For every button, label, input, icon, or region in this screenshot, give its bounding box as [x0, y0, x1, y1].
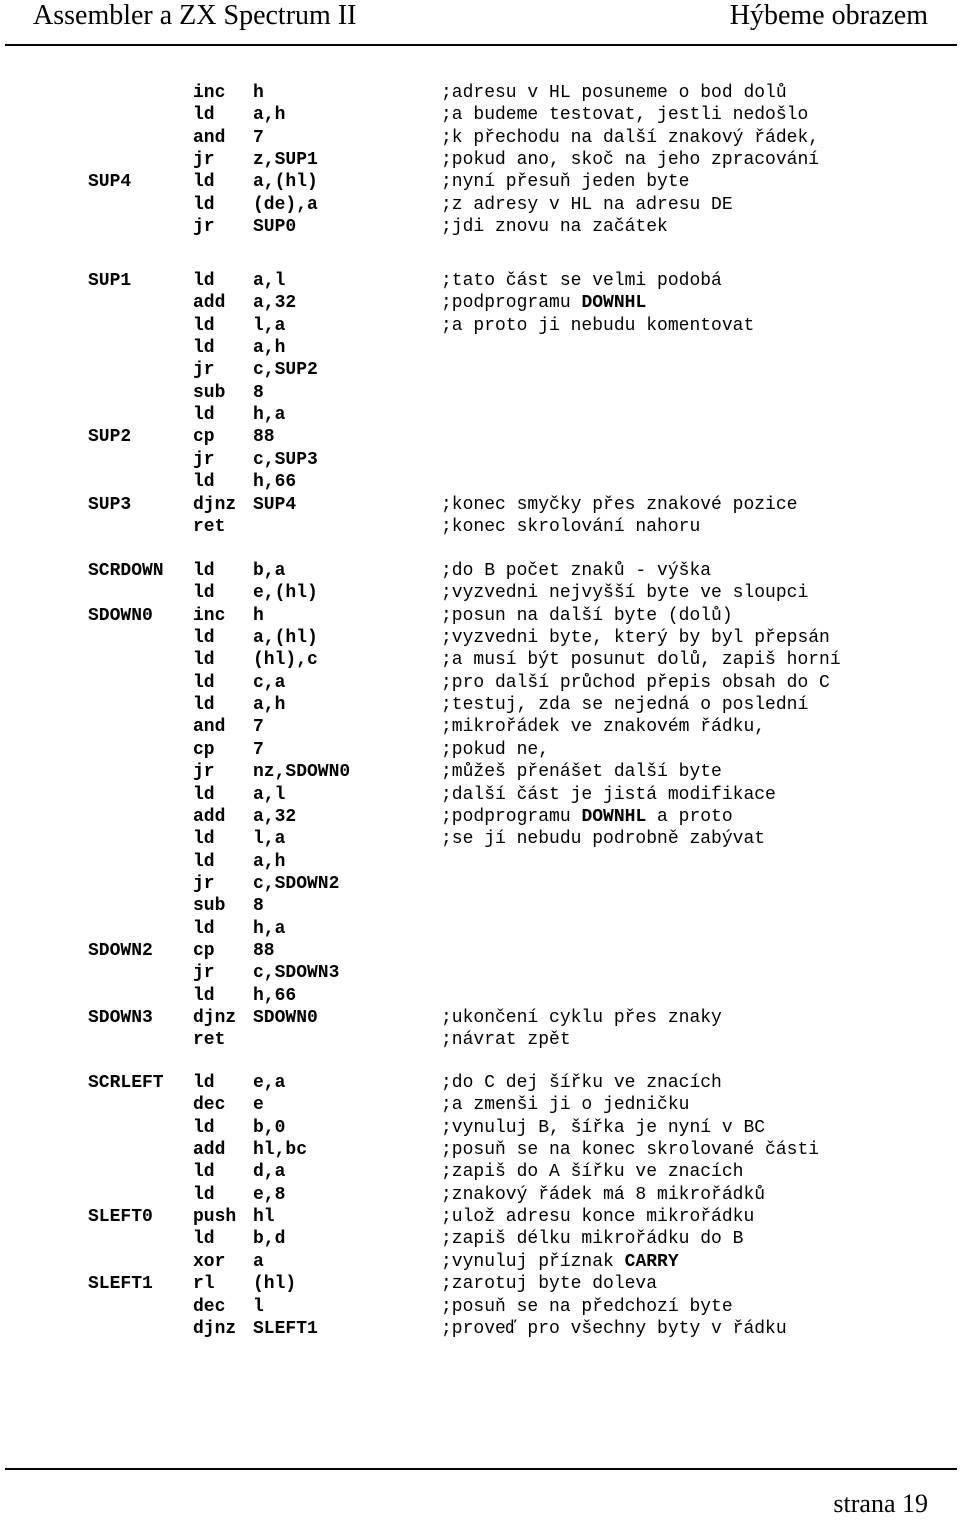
code-line: [0, 449, 960, 471]
code-line: [0, 985, 960, 1007]
comment-emphasis: DOWNHL: [581, 807, 647, 827]
code-label: SUP3: [88, 495, 132, 515]
comment-text: ;a budeme testovat, jestli nedošlo: [441, 105, 809, 125]
code-opcode: ld: [193, 986, 215, 1006]
code-operand: hl,bc: [253, 1140, 308, 1160]
code-opcode: ld: [193, 561, 215, 581]
code-operand: a,32: [253, 293, 297, 313]
comment-text: ;posun na další byte (dolů): [441, 606, 733, 626]
code-line: [0, 494, 960, 516]
code-opcode: jr: [193, 150, 215, 170]
code-operand: h,a: [253, 919, 286, 939]
code-operand: c,SDOWN3: [253, 963, 340, 983]
code-opcode: ld: [193, 1229, 215, 1249]
code-line: [0, 918, 960, 940]
comment-emphasis: CARRY: [624, 1252, 679, 1272]
code-operand: a: [253, 1252, 264, 1272]
header-title: Assembler a ZX Spectrum II: [33, 0, 357, 31]
code-opcode: jr: [193, 450, 215, 470]
code-comment: [441, 582, 808, 604]
code-line: [0, 828, 960, 850]
code-line: [0, 149, 960, 171]
code-line: [0, 471, 960, 493]
code-opcode: ld: [193, 695, 215, 715]
code-line: [0, 171, 960, 193]
code-label: SUP1: [88, 271, 132, 291]
code-comment: [441, 1251, 679, 1273]
code-comment: [441, 1228, 743, 1250]
code-line: [0, 1117, 960, 1139]
code-line: [0, 1251, 960, 1273]
code-opcode: ld: [193, 650, 215, 670]
code-opcode: ld: [193, 472, 215, 492]
code-opcode: and: [193, 717, 226, 737]
code-operand: l: [253, 1297, 264, 1317]
code-operand: hl: [253, 1207, 275, 1227]
code-operand: 88: [253, 427, 275, 447]
code-comment: [441, 784, 776, 806]
code-line: [0, 1228, 960, 1250]
code-opcode: dec: [193, 1095, 226, 1115]
code-comment: [441, 516, 700, 538]
code-line: [0, 582, 960, 604]
code-opcode: jr: [193, 360, 215, 380]
code-line: [0, 404, 960, 426]
code-comment: [441, 1206, 754, 1228]
code-operand: c,SDOWN2: [253, 874, 340, 894]
comment-text: ;nyní přesuň jeden byte: [441, 172, 690, 192]
code-opcode: ld: [193, 1162, 215, 1182]
code-comment: [441, 127, 819, 149]
code-line: [0, 82, 960, 104]
code-comment: [441, 806, 733, 828]
comment-text: ;vyzvedni nejvyšší byte ve sloupci: [441, 583, 809, 603]
code-line: [0, 426, 960, 448]
comment-emphasis: DOWNHL: [581, 293, 647, 313]
code-operand: b,d: [253, 1229, 286, 1249]
code-label: SDOWN3: [88, 1008, 153, 1028]
comment-text: ;pokud ne,: [441, 740, 550, 760]
code-opcode: jr: [193, 963, 215, 983]
code-comment: [441, 828, 765, 850]
comment-text: ;a musí být posunut dolů, zapiš horní: [441, 650, 841, 670]
code-comment: [441, 216, 668, 238]
code-label: SLEFT0: [88, 1207, 153, 1227]
code-line: [0, 851, 960, 873]
code-operand: h,a: [253, 405, 286, 425]
code-line: [0, 694, 960, 716]
code-comment: [441, 292, 646, 314]
code-operand: d,a: [253, 1162, 286, 1182]
code-label: SDOWN0: [88, 606, 153, 626]
code-operand: nz,SDOWN0: [253, 762, 351, 782]
code-opcode: push: [193, 1207, 237, 1227]
code-opcode: and: [193, 128, 226, 148]
code-opcode: ld: [193, 271, 215, 291]
page-header: [0, 0, 960, 46]
code-opcode: jr: [193, 762, 215, 782]
code-operand: SUP4: [253, 495, 297, 515]
code-line: [0, 1318, 960, 1340]
code-opcode: ld: [193, 785, 215, 805]
code-operand: h,66: [253, 472, 297, 492]
code-comment: [441, 1318, 787, 1340]
code-comment: [441, 171, 689, 193]
code-label: SUP4: [88, 172, 132, 192]
code-line: [0, 315, 960, 337]
comment-text: ;konec skrolování nahoru: [441, 517, 701, 537]
code-opcode: dec: [193, 1297, 226, 1317]
code-opcode: ld: [193, 405, 215, 425]
header-rule: [5, 44, 957, 46]
code-line: [0, 1029, 960, 1051]
code-operand: h,66: [253, 986, 297, 1006]
code-opcode: jr: [193, 874, 215, 894]
code-operand: h: [253, 606, 264, 626]
code-comment: [441, 1072, 722, 1094]
code-opcode: inc: [193, 83, 226, 103]
code-operand: 7: [253, 717, 264, 737]
comment-text: ;jdi znovu na začátek: [441, 217, 668, 237]
header-section: Hýbeme obrazem: [729, 0, 928, 31]
code-operand: b,a: [253, 561, 286, 581]
comment-text: ;vynuluj příznak: [441, 1252, 625, 1272]
code-line: [0, 1072, 960, 1094]
code-comment: [441, 494, 797, 516]
code-opcode: ld: [193, 105, 215, 125]
code-comment: [441, 605, 733, 627]
code-operand: (de),a: [253, 195, 318, 215]
code-opcode: sub: [193, 383, 226, 403]
code-operand: a,h: [253, 695, 286, 715]
comment-text: ;proveď pro všechny byty v řádku: [441, 1319, 787, 1339]
comment-text: ;do C dej šířku ve znacích: [441, 1073, 722, 1093]
code-opcode: cp: [193, 941, 215, 961]
code-opcode: jr: [193, 217, 215, 237]
code-opcode: sub: [193, 896, 226, 916]
code-line: [0, 270, 960, 292]
code-opcode: ld: [193, 172, 215, 192]
code-opcode: djnz: [193, 1008, 237, 1028]
code-operand: c,a: [253, 673, 286, 693]
code-operand: 88: [253, 941, 275, 961]
code-comment: [441, 1184, 765, 1206]
code-opcode: ret: [193, 1030, 226, 1050]
code-line: [0, 104, 960, 126]
code-operand: a,l: [253, 785, 286, 805]
code-operand: SUP0: [253, 217, 297, 237]
code-line: [0, 216, 960, 238]
code-line: [0, 962, 960, 984]
code-operand: SDOWN0: [253, 1008, 318, 1028]
code-opcode: ld: [193, 195, 215, 215]
comment-text: ;se jí nebudu podrobně zabývat: [441, 829, 766, 849]
footer-rule: [5, 1468, 957, 1470]
code-operand: e,(hl): [253, 583, 318, 603]
code-comment: [441, 315, 754, 337]
comment-text: ;a proto ji nebudu komentovat: [441, 316, 755, 336]
code-line: [0, 649, 960, 671]
code-operand: z,SUP1: [253, 150, 318, 170]
code-line: [0, 359, 960, 381]
code-comment: [441, 1296, 733, 1318]
code-operand: e,a: [253, 1073, 286, 1093]
comment-text: ;pro další průchod přepis obsah do C: [441, 673, 830, 693]
code-line: [0, 1007, 960, 1029]
code-comment: [441, 627, 830, 649]
code-line: [0, 1273, 960, 1295]
code-operand: b,0: [253, 1118, 286, 1138]
code-comment: [441, 149, 819, 171]
comment-text: ;posuň se na konec skrolované části: [441, 1140, 820, 1160]
code-operand: a,(hl): [253, 172, 318, 192]
code-line: [0, 1094, 960, 1116]
code-line: [0, 716, 960, 738]
code-line: [0, 672, 960, 694]
comment-text: ;zarotuj byte doleva: [441, 1274, 658, 1294]
code-comment: [441, 761, 722, 783]
code-comment: [441, 694, 808, 716]
code-operand: 8: [253, 896, 264, 916]
comment-text: ;do B počet znaků - výška: [441, 561, 712, 581]
code-comment: [441, 1139, 819, 1161]
comment-text: ;návrat zpět: [441, 1030, 571, 1050]
comment-text: ;posuň se na předchozí byte: [441, 1297, 733, 1317]
comment-text: ;pokud ano, skoč na jeho zpracování: [441, 150, 820, 170]
comment-text: ;adresu v HL posuneme o bod dolů: [441, 83, 787, 103]
code-opcode: ld: [193, 338, 215, 358]
code-label: SCRDOWN: [88, 561, 164, 581]
comment-text: ;ulož adresu konce mikrořádku: [441, 1207, 755, 1227]
code-operand: l,a: [253, 316, 286, 336]
code-operand: e,8: [253, 1185, 286, 1205]
code-label: SUP2: [88, 427, 132, 447]
comment-text: ;další část je jistá modifikace: [441, 785, 776, 805]
code-operand: a,h: [253, 338, 286, 358]
code-opcode: ld: [193, 1118, 215, 1138]
code-line: [0, 940, 960, 962]
code-comment: [441, 1117, 765, 1139]
code-opcode: add: [193, 1140, 226, 1160]
code-operand: 7: [253, 128, 264, 148]
code-opcode: add: [193, 293, 226, 313]
code-opcode: xor: [193, 1252, 226, 1272]
code-opcode: cp: [193, 740, 215, 760]
code-line: [0, 127, 960, 149]
comment-text: ;k přechodu na další znakový řádek,: [441, 128, 820, 148]
code-comment: [441, 560, 711, 582]
code-operand: a,l: [253, 271, 286, 291]
comment-text: ;vynuluj B, šířka je nyní v BC: [441, 1118, 766, 1138]
comment-text: ;testuj, zda se nejedná o poslední: [441, 695, 809, 715]
code-opcode: ld: [193, 852, 215, 872]
code-opcode: ld: [193, 583, 215, 603]
code-operand: c,SUP2: [253, 360, 318, 380]
code-line: [0, 627, 960, 649]
code-operand: (hl): [253, 1274, 297, 1294]
comment-text: ;podprogramu: [441, 293, 582, 313]
code-comment: [441, 672, 830, 694]
code-line: [0, 1161, 960, 1183]
comment-text: ;konec smyčky přes znakové pozice: [441, 495, 798, 515]
comment-text: ;podprogramu: [441, 807, 582, 827]
code-operand: h: [253, 83, 264, 103]
code-operand: l,a: [253, 829, 286, 849]
code-line: [0, 1184, 960, 1206]
code-line: [0, 194, 960, 216]
code-label: SDOWN2: [88, 941, 153, 961]
code-operand: 8: [253, 383, 264, 403]
code-line: [0, 806, 960, 828]
code-opcode: ld: [193, 316, 215, 336]
code-comment: [441, 1273, 657, 1295]
code-opcode: add: [193, 807, 226, 827]
code-opcode: djnz: [193, 495, 237, 515]
comment-tail: a proto: [646, 807, 733, 827]
code-opcode: rl: [193, 1274, 215, 1294]
page-number: strana 19: [833, 1489, 928, 1518]
code-line: [0, 382, 960, 404]
comment-text: ;znakový řádek má 8 mikrořádků: [441, 1185, 766, 1205]
code-operand: a,(hl): [253, 628, 318, 648]
comment-text: ;ukončení cyklu přes znaky: [441, 1008, 722, 1028]
code-opcode: ld: [193, 919, 215, 939]
comment-text: ;z adresy v HL na adresu DE: [441, 195, 733, 215]
code-comment: [441, 1161, 743, 1183]
comment-text: ;tato část se velmi podobá: [441, 271, 722, 291]
code-opcode: ld: [193, 1073, 215, 1093]
code-line: [0, 516, 960, 538]
code-operand: SLEFT1: [253, 1319, 318, 1339]
code-operand: a,32: [253, 807, 297, 827]
code-opcode: ld: [193, 829, 215, 849]
code-opcode: djnz: [193, 1319, 237, 1339]
comment-text: ;zapiš do A šířku ve znacích: [441, 1162, 744, 1182]
code-line: [0, 1139, 960, 1161]
code-comment: [441, 716, 765, 738]
code-opcode: ld: [193, 628, 215, 648]
code-opcode: ret: [193, 517, 226, 537]
code-line: [0, 292, 960, 314]
code-comment: [441, 1029, 571, 1051]
code-line: [0, 1296, 960, 1318]
code-comment: [441, 104, 808, 126]
code-label: SCRLEFT: [88, 1073, 164, 1093]
comment-text: ;vyzvedni byte, který by byl přepsán: [441, 628, 830, 648]
code-comment: [441, 1094, 689, 1116]
code-label: SLEFT1: [88, 1274, 153, 1294]
code-opcode: cp: [193, 427, 215, 447]
code-comment: [441, 1007, 722, 1029]
code-comment: [441, 649, 841, 671]
comment-text: ;můžeš přenášet další byte: [441, 762, 722, 782]
code-opcode: ld: [193, 1185, 215, 1205]
comment-text: ;mikrořádek ve znakovém řádku,: [441, 717, 766, 737]
code-line: [0, 761, 960, 783]
code-line: [0, 605, 960, 627]
code-line: [0, 873, 960, 895]
code-operand: e: [253, 1095, 264, 1115]
code-line: [0, 895, 960, 917]
code-operand: a,h: [253, 105, 286, 125]
code-line: [0, 739, 960, 761]
code-line: [0, 560, 960, 582]
code-comment: [441, 739, 549, 761]
comment-text: ;a zmenši ji o jedničku: [441, 1095, 690, 1115]
code-opcode: ld: [193, 673, 215, 693]
code-opcode: inc: [193, 606, 226, 626]
comment-text: ;zapiš délku mikrořádku do B: [441, 1229, 744, 1249]
code-operand: c,SUP3: [253, 450, 318, 470]
code-operand: 7: [253, 740, 264, 760]
code-line: [0, 784, 960, 806]
code-operand: a,h: [253, 852, 286, 872]
code-comment: [441, 82, 787, 104]
code-comment: [441, 270, 722, 292]
code-comment: [441, 194, 733, 216]
code-operand: (hl),c: [253, 650, 318, 670]
code-line: [0, 337, 960, 359]
code-line: [0, 1206, 960, 1228]
